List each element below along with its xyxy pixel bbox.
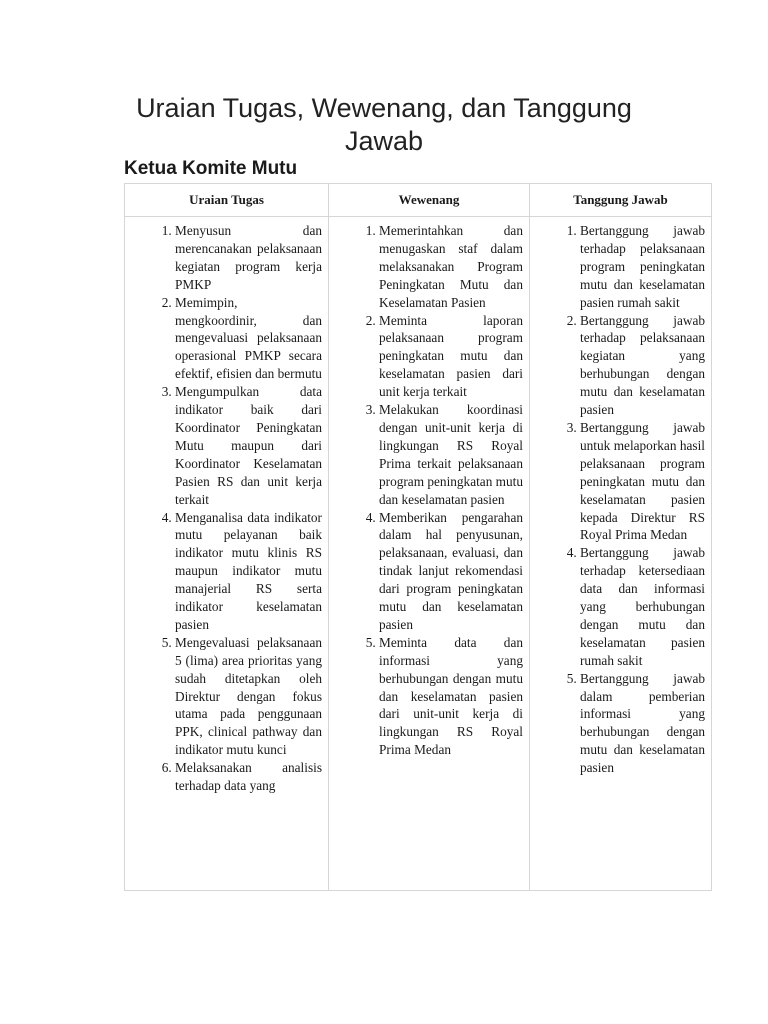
table-row <box>125 217 712 891</box>
page-title: Uraian Tugas, Wewenang, dan Tanggung Jawab <box>136 93 632 156</box>
list-item: 4. Bertanggung jawab terhadap ketersediaan data dan informasi yang berhubungan dengan mutu dan keselamatan pasien rumah sakit <box>580 544 705 669</box>
section-subtitle: Ketua Komite Mutu <box>124 158 298 179</box>
list-item: 4. Memberikan pengarahan dalam hal penyusunan, pelaksanaan, evaluasi, dan tindak lanjut rekomendasi dari program peningkatan mutu dan keselamatan pasien <box>379 509 523 634</box>
wewenang-list <box>329 222 523 759</box>
list-item: 1. Memerintahkan dan menugaskan staf dalam melaksanakan Program Peningkatan Mutu dan Keselamatan Pasien <box>379 222 523 312</box>
list-item: 1. Bertanggung jawab terhadap pelaksanaan program peningkatan mutu dan keselamatan pasien rumah sakit <box>580 222 705 312</box>
list-item: 5. Bertanggung jawab dalam pemberian informasi yang berhubungan dengan mutu dan keselamatan pasien <box>580 670 705 777</box>
list-item: 2. Meminta laporan pelaksanaan program peningkatan mutu dan keselamatan pasien dari unit kerja terkait <box>379 312 523 402</box>
list-item: 3. Mengumpulkan data indikator baik dari Koordinator Peningkatan Mutu maupun dari Koordinator Keselamatan Pasien RS dan unit kerja terkait <box>175 383 322 508</box>
tanggung-jawab-list <box>530 222 705 777</box>
list-item: 3. Melakukan koordinasi dengan unit-unit kerja di lingkungan RS Royal Prima terkait pelaksanaan program peningkatan mutu dan keselamatan pasien <box>379 401 523 508</box>
header-tanggung-jawab: Tanggung Jawab <box>530 184 712 217</box>
duties-table <box>124 183 712 891</box>
table-header-row <box>125 184 712 217</box>
list-item: 4. Menganalisa data indikator mutu pelayanan baik indikator mutu klinis RS maupun indikator mutu manajerial RS serta indikator keselamatan pasien <box>175 509 322 634</box>
uraian-tugas-list <box>125 222 322 795</box>
list-item: 2. Memimpin, mengkoordinir, dan mengevaluasi pelaksanaan operasional PMKP secara efektif, efisien dan bermutu <box>175 294 322 384</box>
header-wewenang: Wewenang <box>329 184 530 217</box>
list-item: 5. Mengevaluasi pelaksanaan 5 (lima) area prioritas yang sudah ditetapkan oleh Direktur dengan fokus utama pada penggunaan PPK, clinical pathway dan indikator mutu kunci <box>175 634 322 759</box>
list-item: 3. Bertanggung jawab untuk melaporkan hasil pelaksanaan program peningkatan mutu dan keselamatan pasien kepada Direktur RS Royal Prima Medan <box>580 419 705 544</box>
header-uraian-tugas: Uraian Tugas <box>125 184 329 217</box>
uraian-tugas-cell <box>125 217 329 891</box>
tanggung-jawab-cell <box>530 217 712 891</box>
list-item: 5. Meminta data dan informasi yang berhubungan dengan mutu dan keselamatan pasien dari unit-unit kerja di lingkungan RS Royal Prima Medan <box>379 634 523 759</box>
list-item: 1. Menyusun dan merencanakan pelaksanaan kegiatan program kerja PMKP <box>175 222 322 294</box>
list-item: 6. Melaksanakan analisis terhadap data yang <box>175 759 322 795</box>
list-item: 2. Bertanggung jawab terhadap pelaksanaan kegiatan yang berhubungan dengan mutu dan keselamatan pasien <box>580 312 705 419</box>
wewenang-cell <box>329 217 530 891</box>
